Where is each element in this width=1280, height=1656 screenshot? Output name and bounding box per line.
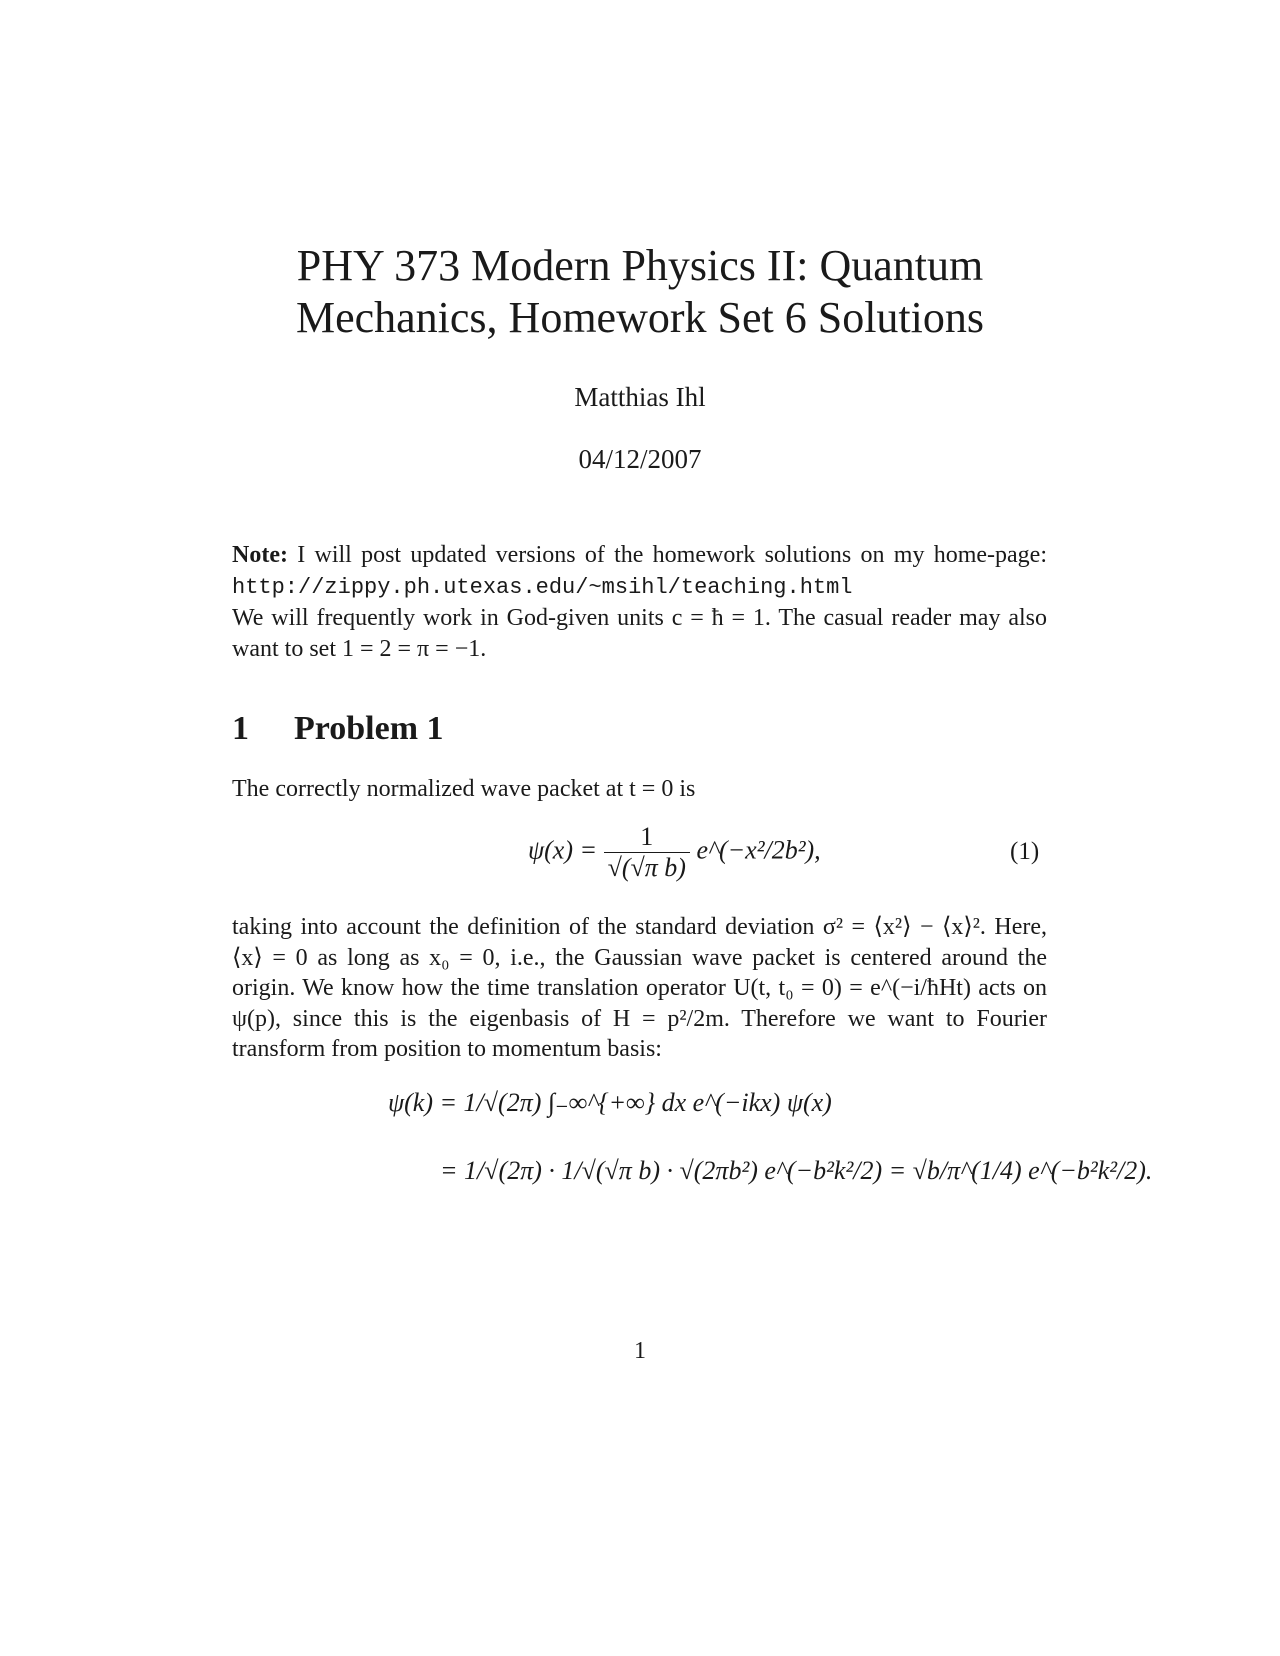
intro-paragraph	[232, 774, 1047, 805]
body-text: taking into account the definition of the standard deviation σ² = ⟨x²⟩ − ⟨x⟩². Here, ⟨x⟩ = 0 as long as x₀ = 0, i.e., the Gaussian wave packet is centered around the origin. We know how the time translation operator U(t, t₀ = 0) = e^(−i/ħHt) acts on ψ(p), since this is the eigenbasis of H = p²/2m. Therefore we want to Fourier transform from position to momentum basis:	[232, 914, 1047, 1062]
equation-1	[528, 822, 821, 883]
document-date: 04/12/2007	[578, 444, 702, 474]
document-title-line-2: Mechanics, Homework Set 6 Solutions	[295, 293, 985, 342]
note-paragraph	[232, 540, 1047, 664]
eq1-fraction	[604, 822, 690, 883]
page-number: 1	[634, 1338, 646, 1364]
eq1-exponential: e^(−x²/2b²),	[696, 835, 821, 865]
eq1-lhs: ψ(x) =	[528, 835, 598, 865]
body-paragraph	[232, 912, 1047, 1065]
note-label: Note:	[232, 542, 288, 568]
section-number: 1	[232, 710, 249, 747]
note-text: I will post updated versions of the homework solutions on my home-page:	[287, 542, 1047, 568]
fourier-transform-equation: ψ(k) = 1/√(2π) ∫₋∞^{+∞} dx e^(−ikx) ψ(x)	[388, 1088, 832, 1117]
intro-text: The correctly normalized wave packet at t = 0 is	[232, 776, 696, 802]
equation-1-number: (1)	[1010, 838, 1040, 865]
author-name: Matthias Ihl	[574, 382, 706, 412]
units-text: We will frequently work in God-given units c = ħ = 1. The casual reader may also want to set 1 = 2 = π = −1.	[232, 605, 1047, 662]
eq1-numerator: 1	[604, 822, 690, 853]
section-title: Problem 1	[294, 710, 444, 747]
fourier-result-equation: = 1/√(2π) · 1/√(√π b) · √(2πb²) e^(−b²k²/2) = √b/π^(1/4) e^(−b²k²/2).	[440, 1156, 1153, 1185]
eq1-denominator: √(√π b)	[607, 853, 686, 882]
homepage-link[interactable]: http://zippy.ph.utexas.edu/~msihl/teaching.html	[232, 574, 853, 600]
section-heading	[232, 710, 444, 748]
document-title-line-1: PHY 373 Modern Physics II: Quantum	[296, 241, 984, 290]
